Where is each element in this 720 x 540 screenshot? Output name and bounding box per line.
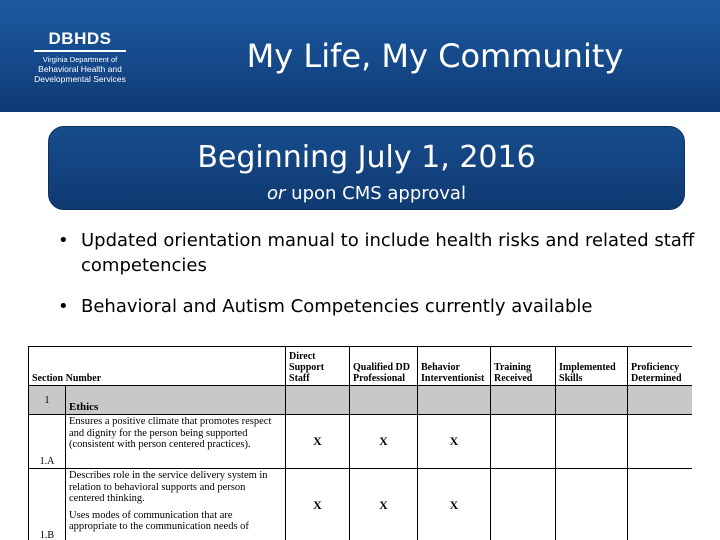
row-description-extra: Uses modes of communication that are appropriate to the communication needs of [69, 509, 249, 532]
table-row [29, 415, 693, 469]
row-number: 1.B [29, 469, 66, 540]
empty-cell [556, 386, 628, 415]
cell-proficiency-determined [628, 469, 692, 540]
bullet-item: • Updated orientation manual to include health risks and related staff competencies [56, 228, 706, 278]
empty-cell [628, 386, 692, 415]
banner-title: Beginning July 1, 2016 [197, 140, 536, 175]
slide-title: My Life, My Community [246, 37, 624, 75]
row-description: Ensures a positive climate that promotes respect and dignity for the person being supported (consistent with person centered practices). [66, 415, 286, 469]
logo-line-1: Virginia Department of [42, 55, 118, 64]
cell-implemented-skills [556, 415, 628, 469]
dbhds-logo [24, 30, 136, 84]
cell-training-received [491, 415, 556, 469]
banner-subtitle-emphasis: or [267, 183, 286, 204]
empty-cell [418, 386, 491, 415]
logo-line-2: Behavioral Health and [38, 64, 122, 74]
section-title: Ethics [66, 386, 286, 415]
section-number: 1 [29, 386, 66, 415]
logo-line-3: Developmental Services [34, 74, 126, 84]
competency-table [28, 346, 692, 540]
banner-subtitle-rest: upon CMS approval [285, 183, 466, 204]
cell-proficiency-determined [628, 415, 692, 469]
header-implemented-skills: Implemented Skills [556, 347, 628, 386]
row-description [66, 469, 286, 540]
table-section-row [29, 386, 693, 415]
cell-implemented-skills [556, 469, 628, 540]
header-section-number: Section Number [29, 347, 286, 386]
cell-training-received [491, 469, 556, 540]
logo-rule [34, 50, 126, 52]
mark-behavior-interventionist: X [418, 415, 491, 469]
competency-table-wrapper [28, 346, 692, 540]
bullet-item: • Behavioral and Autism Competencies currently available [56, 294, 706, 319]
mark-behavior-interventionist: X [418, 469, 491, 540]
bullet-list [56, 228, 706, 335]
mark-direct-support: X [286, 415, 350, 469]
mark-direct-support: X [286, 469, 350, 540]
row-number: 1.A [29, 415, 66, 469]
header-proficiency-determined: Proficiency Determined [628, 347, 692, 386]
table-header-row [29, 347, 693, 386]
row-description-text: Describes role in the service delivery system in relation to behavioral supports and person centered thinking. [69, 470, 268, 504]
header-behavior-interventionist: Behavior Interventionist [418, 347, 491, 386]
header-training-received: Training Received [491, 347, 556, 386]
empty-cell [491, 386, 556, 415]
table-row [29, 469, 693, 540]
mark-qdd-professional: X [350, 415, 418, 469]
header-qualified-dd-professional: Qualified DD Professional [350, 347, 418, 386]
banner-subtitle [49, 183, 684, 205]
logo-title: DBHDS [48, 29, 112, 48]
header-direct-support-staff: Direct Support Staff [286, 347, 350, 386]
empty-cell [286, 386, 350, 415]
date-banner [48, 126, 685, 210]
mark-qdd-professional: X [350, 469, 418, 540]
empty-cell [350, 386, 418, 415]
header-bar [0, 0, 720, 112]
